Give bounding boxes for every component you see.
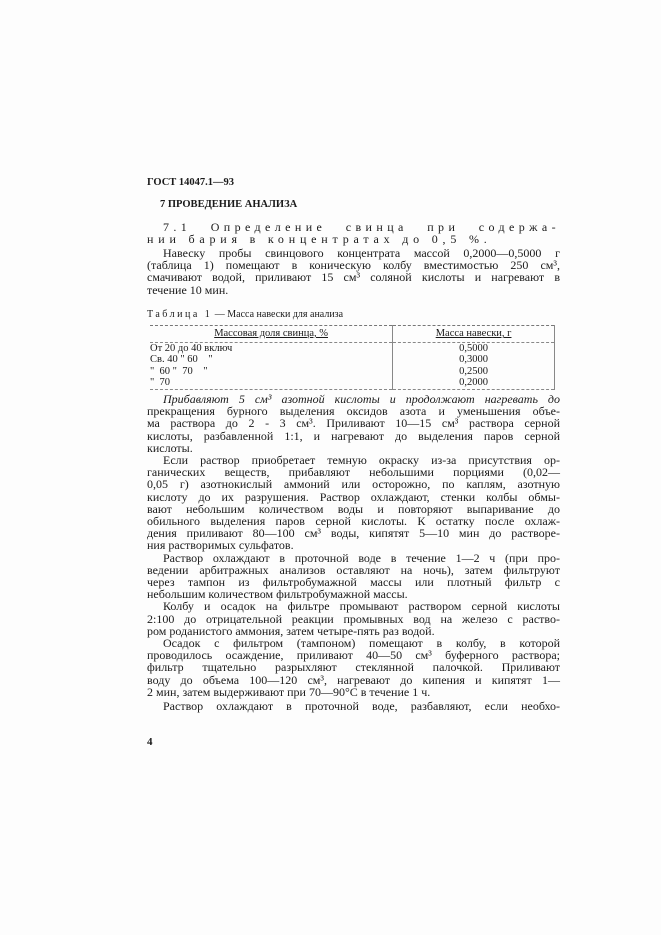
lead-fraction-cell: " 60 " 70 " bbox=[150, 365, 208, 377]
sample-mass-cell: 0,2500 bbox=[393, 366, 555, 378]
text-line: ром роданистого аммония, затем четыре-пять раз водой. bbox=[147, 623, 435, 638]
table-header: Массовая доля свинца, % bbox=[150, 326, 393, 343]
text-line: Навеску пробы свинцового концентрата массой 0,2000—0,5000 г bbox=[163, 246, 560, 260]
paragraph bbox=[147, 637, 560, 698]
table-caption-text: — Масса навески для анализа bbox=[212, 309, 344, 320]
text-line: фильтр тщательно разрыхляют стеклянной палочкой. Приливают bbox=[147, 660, 560, 675]
text-line: 2:100 до отрицательной реакции промывных вод на железо с раство- bbox=[147, 611, 560, 626]
text-line: течение 10 мин. bbox=[147, 282, 229, 297]
text-line: (таблица 1) помещают в коническую колбу вместимостью 250 см³, bbox=[147, 258, 560, 273]
section-title: 7 ПРОВЕДЕНИЕ АНАЛИЗА bbox=[160, 199, 298, 210]
paragraph bbox=[147, 700, 560, 712]
text-line: вают небольшим количеством воды и повторяют выпаривание до bbox=[147, 501, 560, 516]
sample-mass-cell: 0,3000 bbox=[393, 354, 555, 366]
text-line: 0,05 г) азотнокислый аммоний или осторожно, по каплям, азотную bbox=[147, 477, 560, 492]
sample-mass-cell: 0,5000 bbox=[393, 342, 555, 354]
subsection-line: 7.1 Определение свинца при содержа- bbox=[163, 220, 560, 234]
text-line: обильного выделения паров серной кислоты. К остатку после охлаж- bbox=[147, 514, 560, 529]
paragraph bbox=[147, 454, 560, 552]
table-row bbox=[150, 342, 555, 354]
subsection-line: нии бария в концентратах до 0,5 %. bbox=[147, 232, 492, 247]
lead-fraction-cell: От 20 до 40 включ bbox=[150, 342, 233, 354]
text-line: дения приливают 80—100 см³ воды, кипятят 5—10 мин до растворе- bbox=[147, 526, 560, 541]
text-line: Прибавляют 5 см³ азотной кислоты и продолжают нагревать до bbox=[163, 392, 560, 406]
body-text bbox=[147, 393, 560, 712]
table-caption-label: Таблица 1 bbox=[147, 309, 213, 320]
text-line: смачивают водой, приливают 15 см³ соляной кислоты и нагревают в bbox=[147, 270, 560, 285]
text-line: кислоту до их разрушения. Раствор охлаждают, стенки колбы обмы- bbox=[147, 489, 560, 504]
text-line: ганических веществ, прибавляют небольшими порциями (0,02— bbox=[147, 465, 560, 480]
text-line: небольшим количеством фильтробумажной массы. bbox=[147, 587, 408, 602]
table-header: Масса навески, г bbox=[393, 326, 555, 343]
text-line: Раствор охлаждают в проточной воде, разбавляют, если необхо- bbox=[163, 699, 560, 714]
document-header: ГОСТ 14047.1—93 bbox=[147, 177, 235, 188]
paragraph bbox=[147, 552, 560, 601]
text-line: через тампон из фильтробумажной массы или плотный фильтр с bbox=[147, 575, 560, 590]
subsection-heading bbox=[147, 221, 560, 245]
text-line: воду до объема 100—120 см³, нагревают до кипения и кипятят 1— bbox=[147, 672, 560, 687]
text-line: 2 мин, затем выдерживают при 70—90°С в течение 1 ч. bbox=[147, 684, 431, 699]
text-line: Осадок с фильтром (тампоном) помещают в колбу, в которой bbox=[163, 636, 560, 651]
text-line: кислоты, разбавленной 1:1, и нагревают до выделения паров серной bbox=[147, 428, 560, 443]
page-number: 4 bbox=[147, 736, 153, 748]
text-line: Колбу и осадок на фильтре промывают раствором серной кислоты bbox=[163, 599, 560, 614]
lead-fraction-cell: Св. 40 " 60 " bbox=[150, 354, 213, 366]
text-line: ведении арбитражных анализов оставляют на ночь), затем фильтруют bbox=[147, 562, 560, 577]
sample-mass-table bbox=[150, 325, 555, 390]
table-row bbox=[150, 366, 555, 378]
text-line: проводилось осаждение, приливают 40—50 см³ буферного раствора; bbox=[147, 648, 560, 663]
sample-mass-cell: 0,2000 bbox=[393, 377, 555, 389]
intro-paragraph bbox=[147, 247, 560, 296]
table-row bbox=[150, 354, 555, 366]
text-line: кислоты. bbox=[147, 440, 193, 455]
table-caption bbox=[147, 309, 343, 321]
table-row bbox=[150, 377, 555, 389]
text-line: ния растворимых сульфатов. bbox=[147, 538, 294, 553]
paragraph bbox=[147, 393, 560, 454]
lead-fraction-cell: " 70 bbox=[150, 377, 393, 389]
text-line: Если раствор приобретает темную окраску из-за присутствия ор- bbox=[163, 453, 560, 468]
text-line: Раствор охлаждают в проточной воде в течение 1—2 ч (при про- bbox=[163, 550, 560, 565]
text-line: прекращения бурного выделения оксидов азота и уменьшения объе- bbox=[147, 404, 560, 419]
text-line: ма раствора до 2 - 3 см³. Приливают 10—15 см³ раствора серной bbox=[147, 416, 560, 431]
paragraph bbox=[147, 600, 560, 637]
